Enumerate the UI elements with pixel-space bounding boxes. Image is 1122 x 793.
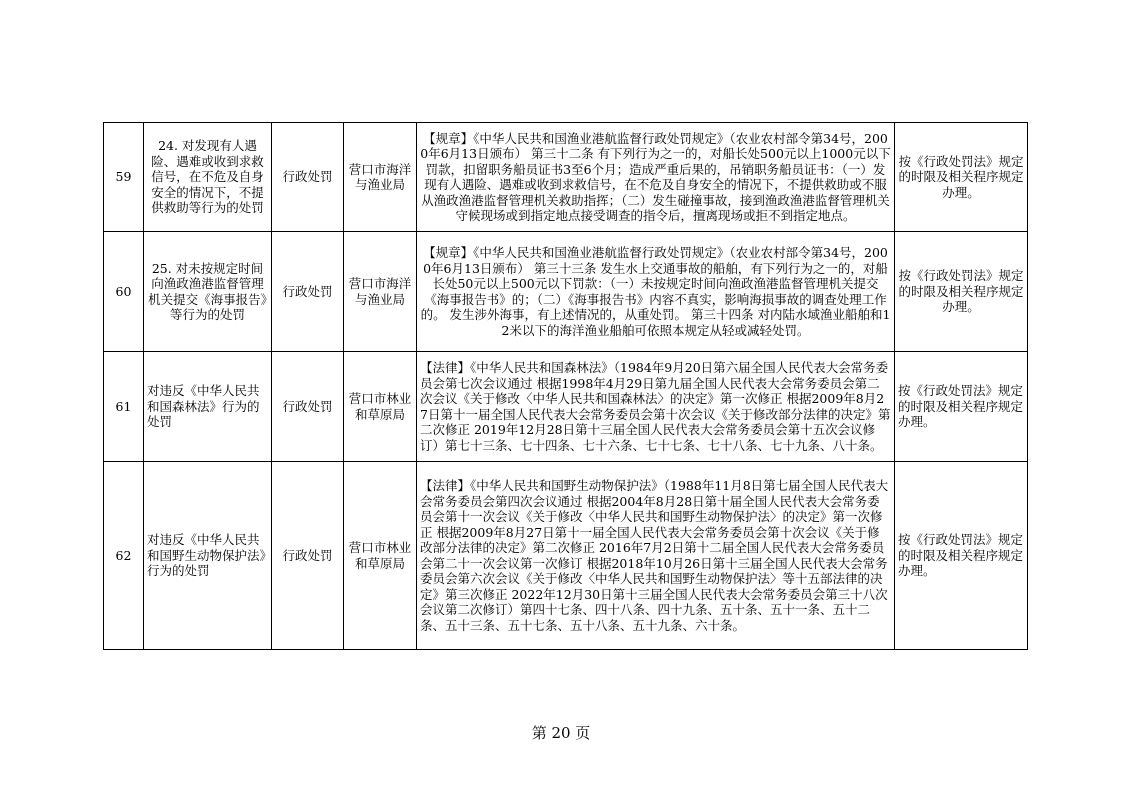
power-type: 行政处罚 xyxy=(272,352,344,462)
item-name: 对违反《中华人民共和国森林法》行为的处罚 xyxy=(144,352,272,462)
deadline: 按《行政处罚法》规定的时限及相关程序规定办理。 xyxy=(895,232,1028,352)
table-row xyxy=(104,462,1028,650)
row-number: 61 xyxy=(104,352,144,462)
table-row xyxy=(104,352,1028,462)
power-list-table xyxy=(103,122,1028,650)
department: 营口市海洋与渔业局 xyxy=(344,232,417,352)
row-number: 59 xyxy=(104,123,144,232)
legal-basis: 【规章】《中华人民共和国渔业港航监督行政处罚规定》（农业农村部令第34号，2000年6月13日颁布） 第三十二条 有下列行为之一的，对船长处500元以上1000元以下罚款，扣留职务船员证书3至6个月；造成严重后果的，吊销职务船员证书：（一）发现有人遇险、遇难或收到求救信号，在不危及自身安全的情况下，不提供救助或不服从渔政渔港监督管理机关救助指挥；（二）发生碰撞事故，接到渔政渔港监督管理机关守候现场或到指定地点接受调查的指令后，擅离现场或拒不到指定地点。 xyxy=(417,123,895,232)
table-row xyxy=(104,123,1028,232)
legal-basis: 【法律】《中华人民共和国野生动物保护法》（1988年11月8日第七届全国人民代表大会常务委员会第四次会议通过 根据2004年8月28日第十届全国人民代表大会常务委员会第十一次会议《关于修改〈中华人民共和国野生动物保护法〉的决定》第一次修正 根据2009年8月27日第十一届全国人民代表大会常务委员会第十次会议《关于修改部分法律的决定》第二次修正 2016年7月2日第十二届全国人民代表大会常务委员会第二十一次会议第一次修订 根据2018年10月26日第十三届全国人民代表大会常务委员会第六次会议《关于修改〈中华人民共和国野生动物保护法〉等十五部法律的决定》第三次修正 2022年12月30日第十三届全国人民代表大会常务委员会第三十八次会议第二次修订）第四十七条、四十八条、四十九条、五十条、五十一条、五十二条、五十三条、五十七条、五十八条、五十九条、六十条。 xyxy=(417,462,895,650)
row-number: 62 xyxy=(104,462,144,650)
page-number: 第 20 页 xyxy=(531,724,591,742)
item-name: 对违反《中华人民共和国野生动物保护法》行为的处罚 xyxy=(144,462,272,650)
deadline: 按《行政处罚法》规定的时限及相关程序规定办理。 xyxy=(895,462,1028,650)
table-row xyxy=(104,232,1028,352)
item-name: 25. 对未按规定时间向渔政渔港监督管理机关提交《海事报告》等行为的处罚 xyxy=(144,232,272,352)
department: 营口市海洋与渔业局 xyxy=(344,123,417,232)
power-type: 行政处罚 xyxy=(272,232,344,352)
legal-basis: 【法律】《中华人民共和国森林法》（1984年9月20日第六届全国人民代表大会常务委员会第七次会议通过 根据1998年4月29日第九届全国人民代表大会常务委员会第二次会议《关于修改〈中华人民共和国森林法〉的决定》第一次修正 根据2009年8月27日第十一届全国人民代表大会常务委员会第十次会议《关于修改部分法律的决定》第二次修正 2019年12月28日第十三届全国人民代表大会常务委员会第十五次会议修订）第七十三条、七十四条、七十六条、七十七条、七十八条、七十九条、八十条。 xyxy=(417,352,895,462)
department: 营口市林业和草原局 xyxy=(344,352,417,462)
department: 营口市林业和草原局 xyxy=(344,462,417,650)
power-type: 行政处罚 xyxy=(272,462,344,650)
row-number: 60 xyxy=(104,232,144,352)
power-type: 行政处罚 xyxy=(272,123,344,232)
legal-basis: 【规章】《中华人民共和国渔业港航监督行政处罚规定》（农业农村部令第34号，2000年6月13日颁布） 第三十三条 发生水上交通事故的船舶，有下列行为之一的，对船长处50元以上500元以下罚款：（一）未按规定时间向渔政渔港监督管理机关提交《海事报告书》的；（二）《海事报告书》内容不真实，影响海损事故的调查处理工作的。 发生涉外海事，有上述情况的，从重处罚。 第三十四条 对内陆水域渔业船舶和12米以下的海洋渔业船舶可依照本规定从轻或减轻处罚。 xyxy=(417,232,895,352)
deadline: 按《行政处罚法》规定的时限及相关程序规定办理。 xyxy=(895,352,1028,462)
deadline: 按《行政处罚法》规定的时限及相关程序规定办理。 xyxy=(895,123,1028,232)
item-name: 24. 对发现有人遇险、遇难或收到求救信号，在不危及自身安全的情况下，不提供救助等行为的处罚 xyxy=(144,123,272,232)
